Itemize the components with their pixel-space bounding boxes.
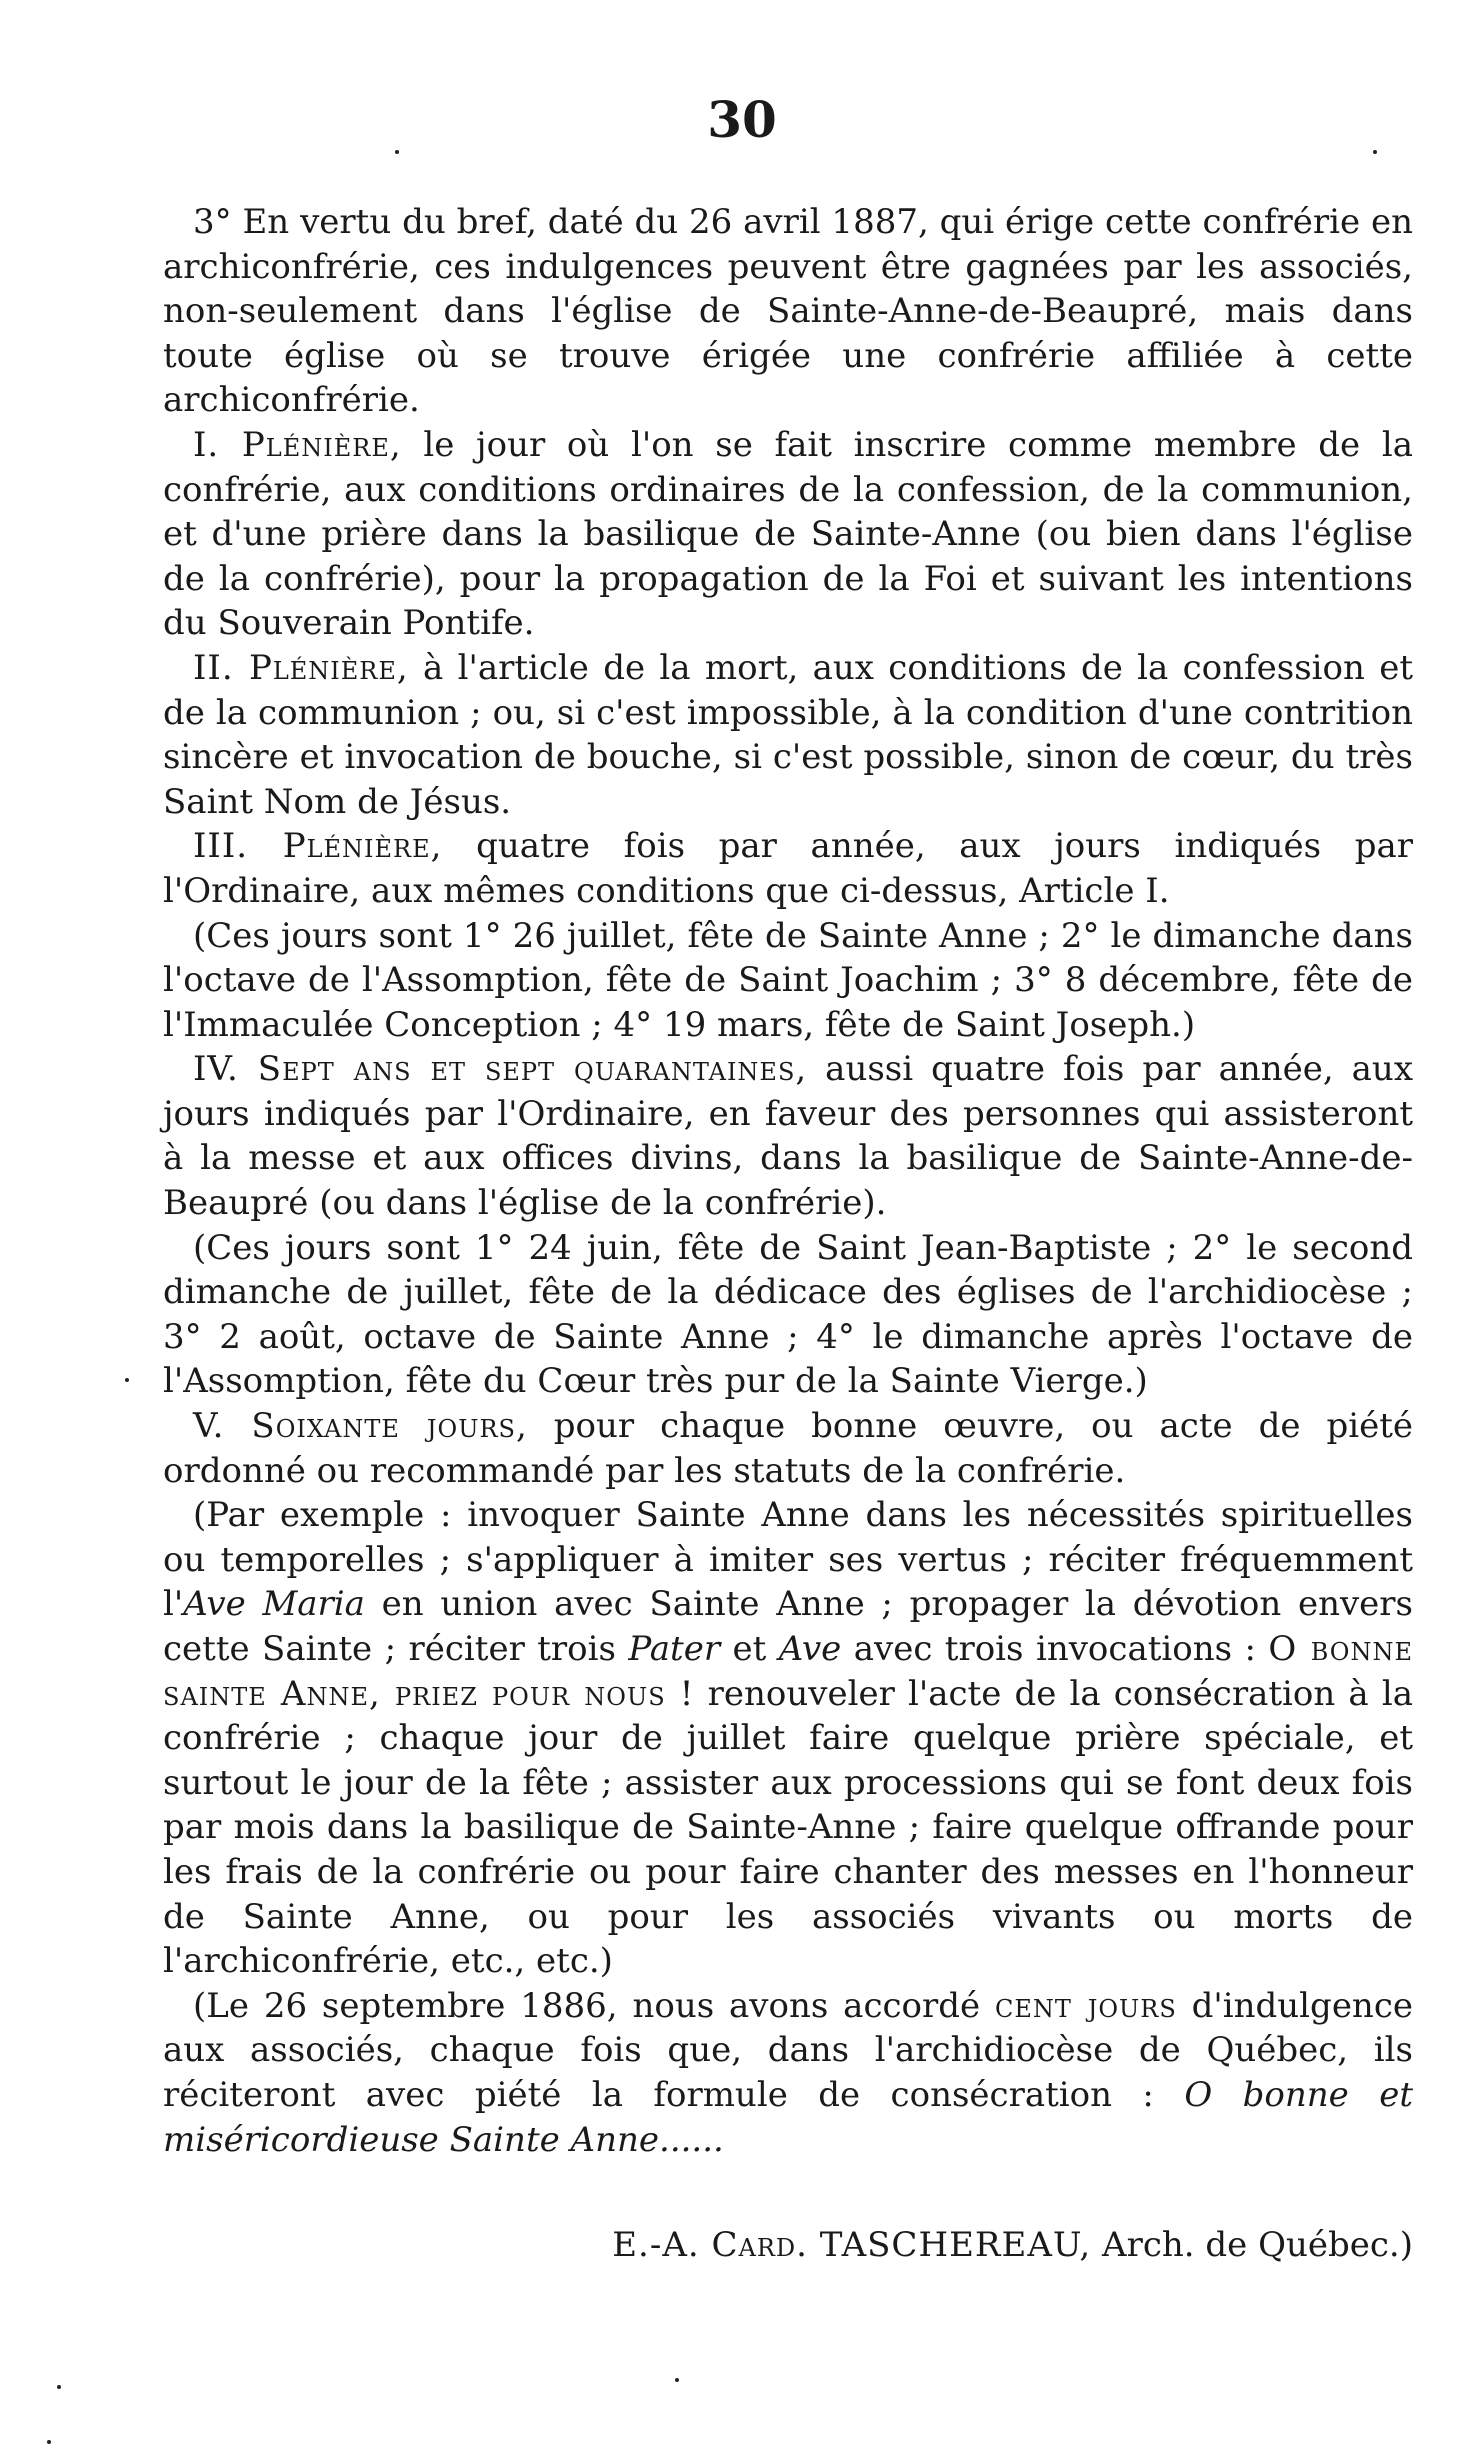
- note-text: et: [720, 1629, 779, 1669]
- note-text: d'indulgence aux associés, chaque fois que, dans l'archidiocèse de Québec, ils réciteront avec piété la formule de consécration :: [163, 1985, 1413, 2115]
- paragraph-indulgence-4: [163, 1047, 1413, 1225]
- indulgence-text: à l'article de la mort, aux conditions de la confession et de la communion ; ou, si c'est impossible, à la condition d'une contrition sincère et invocation de bouche, si c'est possible, sinon de cœur, du très Saint Nom de Jésus.: [163, 647, 1413, 822]
- indulgence-label: V. Soixante jours,: [193, 1406, 528, 1447]
- indulgence-text: aussi quatre fois par année, aux jours indiqués par l'Ordinaire, en faveur des personnes qui assisteront à la messe et aux offices divins, dans la basilique de Sainte-Anne-de-Beaupré (ou dans l'église de la confrérie).: [163, 1049, 1413, 1224]
- scan-speck: [675, 2378, 679, 2382]
- paragraph-intro: 3° En vertu du bref, daté du 26 avril 1887, qui érige cette confrérie en archiconfrérie, ces indulgences peuvent être gagnées par les associés, non-seulement dans l'église de Sainte-Anne-de-Beaupré, mais dans toute église où se trouve érigée une confrérie affiliée à cette archiconfrérie.: [163, 202, 1413, 421]
- note-decree: [163, 1984, 1413, 2162]
- paragraph-indulgence-3: [163, 824, 1413, 913]
- signature-title: Arch. de Québec.): [1102, 2225, 1413, 2265]
- paragraph-indulgence-5: [163, 1404, 1413, 1493]
- paragraph-indulgence-2: [163, 646, 1413, 824]
- page-number: 30: [707, 90, 777, 149]
- indulgence-text: pour chaque bonne œuvre, ou acte de piété ordonné ou recommandé par les statuts de la confrérie.: [163, 1406, 1414, 1491]
- scan-speck: [47, 2440, 51, 2444]
- scan-speck: [125, 1378, 129, 1382]
- signature-line: [163, 2225, 1413, 2265]
- indulgence-text: quatre fois par année, aux jours indiqués par l'Ordinaire, aux mêmes conditions que ci-dessus, Article I.: [163, 826, 1414, 911]
- consecration-formula: O bonne et miséricordieuse Sainte Anne......: [163, 2074, 1413, 2160]
- indulgence-label: II. Plénière,: [193, 647, 409, 688]
- indulgence-label: I. Plénière,: [193, 424, 402, 465]
- cent-jours: cent jours: [995, 1985, 1177, 2026]
- ave: Ave: [778, 1629, 842, 1669]
- ave-maria: Ave Maria: [183, 1584, 365, 1625]
- note-days-3: (Ces jours sont 1° 26 juillet, fête de Sainte Anne ; 2° le dimanche dans l'octave de l'Assomption, fête de Saint Joachim ; 3° 8 décembre, fête de l'Immaculée Conception ; 4° 19 mars, fête de Saint Joseph.): [163, 915, 1413, 1045]
- scan-speck: [57, 2385, 61, 2389]
- note-text: (Par exemple : invoquer Sainte Anne dans les nécessités spirituelles ou temporelles ; s'appliquer à imiter ses vertus ; réciter fréquemment l': [163, 1495, 1413, 1625]
- invocation: O bonne sainte Anne, priez pour nous !: [163, 1629, 1413, 1714]
- note-days-4: (Ces jours sont 1° 24 juin, fête de Saint Jean-Baptiste ; 2° le second dimanche de juillet, fête de la dédicace des églises de l'archidiocèse ; 3° 2 août, octave de Sainte Anne ; 4° le dimanche après l'octave de l'Assomption, fête du Cœur très pur de la Sainte Vierge.): [163, 1227, 1413, 1402]
- note-text: avec trois invocations :: [841, 1629, 1269, 1669]
- note-examples: [163, 1493, 1413, 1984]
- paragraph-indulgence-1: [163, 423, 1413, 646]
- signature-name: E.-A. Card. TASCHEREAU,: [612, 2225, 1092, 2265]
- scan-speck: [1373, 150, 1377, 154]
- note-text: renouveler l'acte de la consécration à la confrérie ; chaque jour de juillet faire quelque prière spéciale, et surtout le jour de la fête ; assister aux processions qui se font deux fois par mois dans la basilique de Sainte-Anne ; faire quelque offrande pour les frais de la confrérie ou pour faire chanter des messes en l'honneur de Sainte Anne, ou pour les associés vivants ou morts de l'archiconfrérie, etc., etc.): [163, 1673, 1413, 1982]
- body-text: [163, 200, 1413, 2162]
- pater: Pater: [628, 1629, 721, 1669]
- indulgence-text: le jour où l'on se fait inscrire comme membre de la confrérie, aux conditions ordinaires de la confession, de la communion, et d'une prière dans la basilique de Sainte-Anne (ou bien dans l'église de la confrérie), pour la propagation de la Foi et suivant les intentions du Souverain Pontife.: [163, 424, 1414, 644]
- scan-speck: [395, 150, 399, 154]
- note-text: (Le 26 septembre 1886, nous avons accordé: [193, 1985, 995, 2026]
- note-text: en union avec Sainte Anne ; propager la dévotion envers cette Sainte ; réciter trois: [163, 1584, 1413, 1669]
- indulgence-label: III. Plénière,: [193, 826, 443, 867]
- indulgence-label: IV. Sept ans et sept quarantaines,: [193, 1049, 808, 1090]
